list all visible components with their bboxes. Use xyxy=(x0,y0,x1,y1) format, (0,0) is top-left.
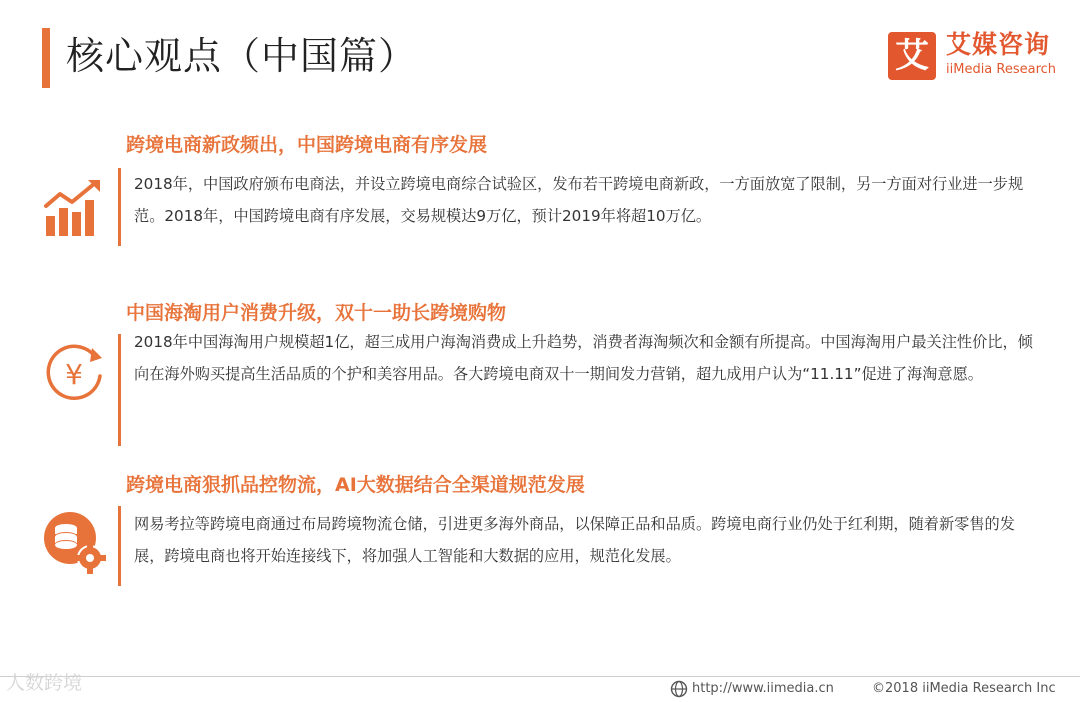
logo-name-cn: 艾媒咨询 xyxy=(946,30,1051,59)
logo-name-en: iiMedia Research xyxy=(946,62,1057,77)
section-body: 网易考拉等跨境电商通过布局跨境物流仓储，引进更多海外商品，以保障正品和品质。跨境电商行业仍处于红利期，随着新零售的发展，跨境电商也将开始连接线下，将加强人工智能和大数据的应用，规范化发展。 xyxy=(134,515,1015,565)
footer-url[interactable]: http://www.iimedia.cn xyxy=(692,681,834,696)
section-heading: 跨境电商狠抓品控物流，AI大数据结合全渠道规范发展 xyxy=(126,474,585,496)
section-body: 2018年，中国政府颁布电商法，并设立跨境电商综合试验区，发布若干跨境电商新政，一方面放宽了限制，另一方面对行业进一步规范。2018年，中国跨境电商有序发展，交易规模达9万亿，预计2019年将超10万亿。 xyxy=(134,175,1024,225)
globe-icon xyxy=(670,680,688,698)
section-heading: 跨境电商新政频出，中国跨境电商有序发展 xyxy=(126,134,488,156)
logo-mark: 艾 xyxy=(888,32,936,80)
section-divider xyxy=(118,334,121,446)
brand-logo xyxy=(888,30,1063,82)
footer-divider xyxy=(0,676,1080,677)
footer-copyright: ©2018 iiMedia Research Inc xyxy=(872,681,1056,696)
growth-chart-icon xyxy=(42,176,106,240)
section-heading: 中国海淘用户消费升级，双十一助长跨境购物 xyxy=(126,302,507,324)
title-accent-bar xyxy=(42,28,50,88)
section-divider xyxy=(118,168,121,246)
yuan-cycle-icon xyxy=(42,340,106,404)
section-body: 2018年中国海淘用户规模超1亿，超三成用户海淘消费成上升趋势，消费者海淘频次和金额有所提高。中国海淘用户最关注性价比，倾向在海外购买提高生活品质的个护和美容用品。各大跨境电商双十一期间发力营销，超九成用户认为“11.11”促进了海淘意愿。 xyxy=(134,333,1033,383)
page-title: 核心观点（中国篇） xyxy=(66,34,418,78)
coins-gear-icon xyxy=(42,510,106,574)
section-divider xyxy=(118,506,121,586)
svg-text:¥: ¥ xyxy=(65,358,83,391)
watermark: 人数跨境 xyxy=(6,672,83,694)
